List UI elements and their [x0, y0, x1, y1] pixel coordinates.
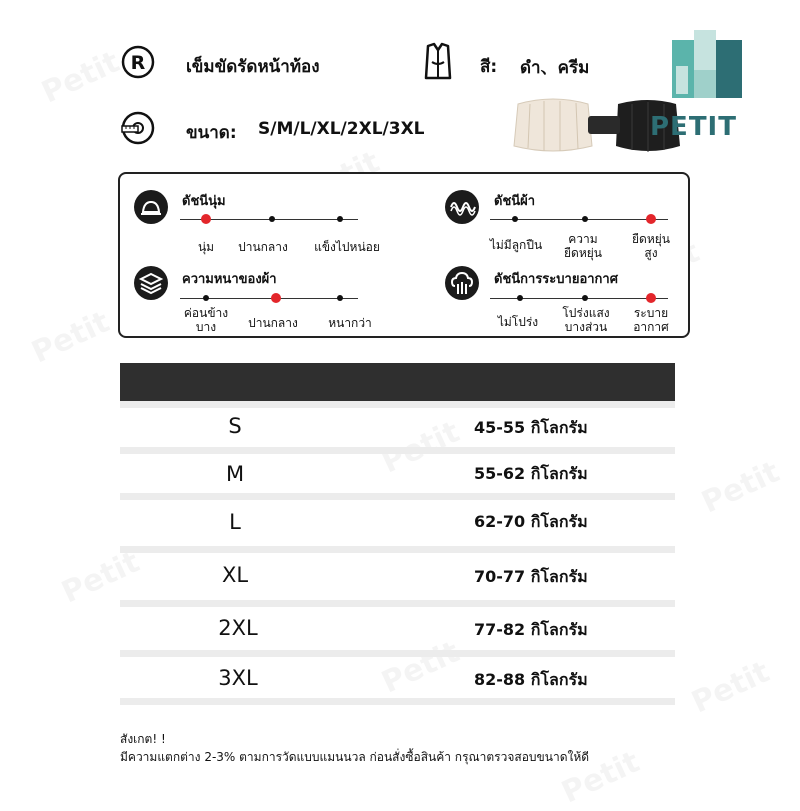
elasticity-dot-selected	[646, 214, 656, 224]
brand-logo-icon	[668, 26, 750, 100]
softness-dot	[337, 216, 343, 222]
watermark	[36, 44, 124, 110]
row-separator	[120, 401, 675, 408]
note-text: มีความแตกต่าง 2-3% ตามการวัดแบบแมนนวล ก่อนสั่งซื้อสินค้า กรุณาตรวจสอบขนาดให้ดี	[120, 750, 590, 764]
elasticity-label: ไม่มีลูกปืน	[489, 238, 543, 252]
size-cell: S	[228, 414, 242, 438]
tape-measure-icon	[120, 110, 156, 146]
breathable-icon	[445, 266, 479, 300]
cushion-icon	[134, 190, 168, 224]
elasticity-dot	[512, 216, 518, 222]
weight-cell: 70-77 กิโลกรัม	[474, 567, 588, 586]
weight-cell: 82-88 กิโลกรัม	[474, 670, 588, 689]
svg-text:R: R	[130, 52, 146, 74]
breathability-dot	[582, 295, 588, 301]
softness-label: ปานกลาง	[238, 240, 288, 254]
breathability-title: ดัชนีการระบายอากาศ	[494, 272, 618, 287]
row-separator	[120, 546, 675, 553]
registered-icon	[120, 44, 156, 80]
brand-logo-text: PETIT	[650, 112, 737, 142]
size-table-header	[120, 363, 675, 401]
color-label: สี:	[480, 57, 498, 77]
thickness-title: ความหนาของผ้า	[182, 272, 277, 287]
cream-belt-image	[508, 96, 598, 154]
size-cell: XL	[221, 563, 249, 587]
weight-cell: 45-55 กิโลกรัม	[474, 418, 588, 437]
softness-dot	[269, 216, 275, 222]
softness-title: ดัชนีนุ่ม	[182, 194, 226, 209]
row-separator	[120, 493, 675, 500]
product-name: เข็มขัดรัดหน้าท้อง	[186, 57, 320, 77]
thickness-label: ค่อนข้าง บาง	[183, 306, 229, 334]
watermark	[376, 634, 464, 700]
elasticity-title: ดัชนีผ้า	[494, 194, 536, 209]
softness-label: แข็งไปหน่อย	[314, 240, 380, 254]
breathability-label: ระบาย อากาศ	[633, 306, 669, 334]
softness-dot-selected	[201, 214, 211, 224]
row-separator	[120, 650, 675, 657]
size-cell: 2XL	[218, 616, 258, 640]
watermark	[686, 654, 774, 720]
breathability-label: โปร่งแสง บางส่วน	[562, 306, 610, 334]
size-values: S/M/L/XL/2XL/3XL	[258, 119, 425, 139]
row-separator	[120, 698, 675, 705]
thickness-dot	[337, 295, 343, 301]
size-cell: 3XL	[218, 666, 258, 690]
elasticity-label: ความ ยืดหยุ่น	[564, 232, 602, 260]
weight-cell: 55-62 กิโลกรัม	[474, 464, 588, 483]
breathability-label: ไม่โปร่ง	[497, 315, 539, 329]
elasticity-label: ยืดหยุ่น สูง	[632, 232, 670, 260]
row-separator	[120, 600, 675, 607]
note-title: สังเกต! !	[120, 732, 166, 746]
weight-cell: 62-70 กิโลกรัม	[474, 512, 588, 531]
thickness-label: หนากว่า	[328, 316, 372, 330]
weight-cell: 77-82 กิโลกรัม	[474, 620, 588, 639]
elasticity-dot	[582, 216, 588, 222]
shirt-icon	[420, 42, 456, 78]
breathability-dot	[517, 295, 523, 301]
color-values: ดำ、ครีม	[520, 58, 590, 78]
wave-icon	[445, 190, 479, 224]
thickness-label: ปานกลาง	[248, 316, 298, 330]
watermark	[26, 304, 114, 370]
softness-label: นุ่ม	[197, 240, 215, 254]
size-label: ขนาด:	[186, 123, 237, 143]
watermark	[696, 454, 784, 520]
row-separator	[120, 447, 675, 454]
size-cell: M	[225, 462, 245, 486]
breathability-dot-selected	[646, 293, 656, 303]
size-cell: L	[229, 510, 241, 534]
thickness-dot	[203, 295, 209, 301]
layers-icon	[134, 266, 168, 300]
thickness-dot-selected	[271, 293, 281, 303]
